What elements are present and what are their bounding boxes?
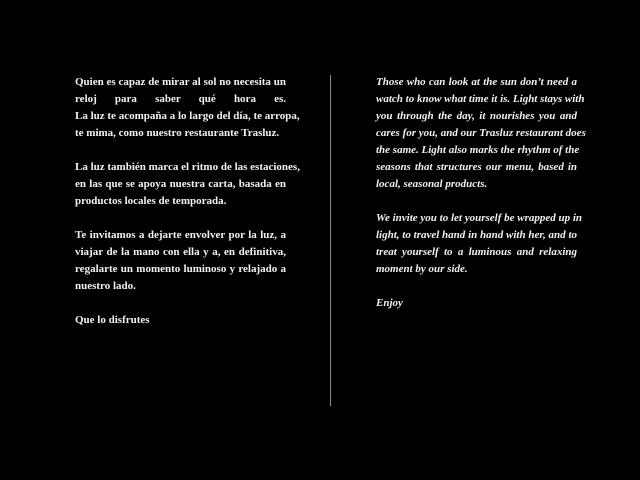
text-line: local, seasonal products. xyxy=(376,178,488,190)
text-line: We invite you to let yourself be wrapped up in xyxy=(376,212,583,224)
paragraph xyxy=(75,159,300,210)
text-line: reloj para saber qué hora es. xyxy=(75,93,286,105)
text-line: Que lo disfrutes xyxy=(75,314,150,326)
text-line: Quien es capaz de mirar al sol no necesita un xyxy=(75,76,286,88)
text-line: Those who can look at the sun don’t need a xyxy=(376,76,577,88)
text-line: productos locales de temporada. xyxy=(75,195,227,207)
spanish-text-column xyxy=(75,74,300,346)
text-line: treat yourself to a luminous and relaxing xyxy=(376,246,577,258)
text-line: the same. Light also marks the rhythm of the xyxy=(376,144,580,156)
text-line: La luz te acompaña a lo largo del día, te arropa, xyxy=(75,110,300,122)
text-line: La luz también marca el ritmo de las estaciones, xyxy=(75,161,300,173)
text-line: nuestro lado. xyxy=(75,280,136,292)
text-line: Enjoy xyxy=(376,297,403,309)
text-line: viajar de la mano con ella y a, en definitiva, xyxy=(75,246,286,258)
paragraph xyxy=(376,210,583,278)
text-line: seasons that structures our menu, based in xyxy=(376,161,577,173)
column-divider xyxy=(330,75,331,406)
text-line: te mima, como nuestro restaurante Trasluz. xyxy=(75,127,280,139)
text-line: Te invitamos a dejarte envolver por la luz, a xyxy=(75,229,286,241)
paragraph xyxy=(376,74,586,193)
english-text-column xyxy=(376,74,586,329)
text-line: regalarte un momento luminoso y relajado a xyxy=(75,263,286,275)
text-line: cares for you, and our Trasluz restaurant does xyxy=(376,127,586,139)
paragraph xyxy=(75,74,300,142)
text-line: en las que se apoya nuestra carta, basada en xyxy=(75,178,286,190)
paragraph xyxy=(75,312,286,329)
text-line: moment by our side. xyxy=(376,263,468,275)
text-line: light, to travel hand in hand with her, and to xyxy=(376,229,577,241)
paragraph xyxy=(75,227,286,295)
text-line: you through the day, it nourishes you and xyxy=(376,110,577,122)
paragraph xyxy=(376,295,577,312)
text-line: watch to know what time it is. Light stays with xyxy=(376,93,585,105)
